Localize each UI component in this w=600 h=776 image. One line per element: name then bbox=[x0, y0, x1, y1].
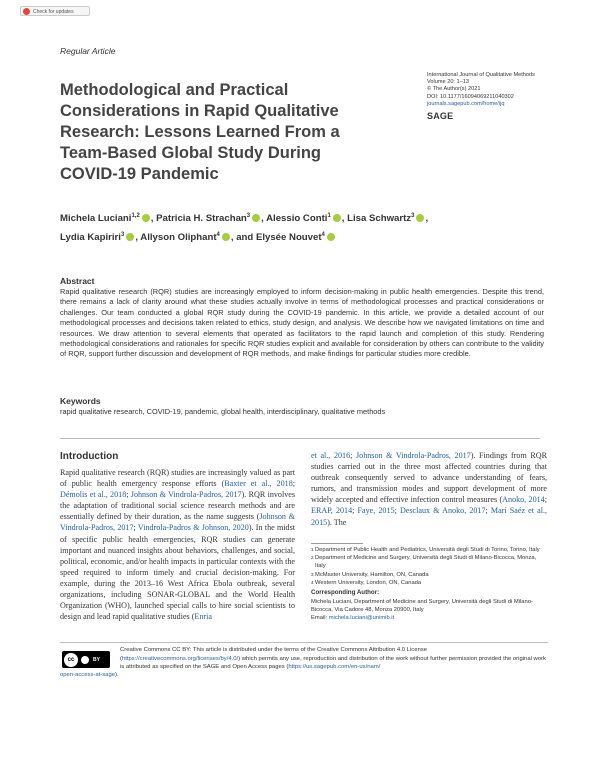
abstract-heading: Abstract bbox=[60, 276, 95, 286]
corresponding-author-heading: Corresponding Author: bbox=[311, 589, 380, 596]
author-affiliation-sup: 1,2 bbox=[131, 213, 140, 219]
affiliation-number: 3 bbox=[311, 571, 314, 577]
citation-link[interactable]: Johnson & Vindrola-Padros, 2017 bbox=[356, 451, 471, 460]
orcid-icon[interactable] bbox=[126, 233, 134, 241]
orcid-icon[interactable] bbox=[327, 233, 335, 241]
affiliations bbox=[311, 546, 547, 587]
license-tail bbox=[60, 671, 119, 680]
sage-logo: SAGE bbox=[427, 111, 454, 121]
citation-link[interactable]: Démolis et al., 2018 bbox=[60, 490, 127, 500]
author-name: Allyson Oliphant bbox=[140, 232, 217, 244]
author-name: Lydia Kapiriri bbox=[60, 232, 121, 244]
author-name: Lisa Schwartz bbox=[347, 213, 412, 225]
journal-copyright: © The Author(s) 2021 bbox=[427, 86, 481, 93]
keywords-heading: Keywords bbox=[60, 396, 101, 406]
author-affiliation-sup: 4 bbox=[321, 232, 325, 239]
body-text: ; bbox=[126, 490, 131, 500]
section-divider bbox=[60, 438, 540, 439]
citation-link[interactable]: Enria bbox=[194, 612, 212, 622]
orcid-icon[interactable] bbox=[333, 214, 341, 222]
body-text: ; bbox=[292, 479, 295, 489]
journal-info bbox=[427, 72, 567, 108]
citation-link[interactable]: Marí Saéz et al., 2015 bbox=[311, 506, 548, 527]
author-list: Michela Luciani$^{1,2}$ , Patricia H. Strachan$^3$ , Alessio Conti$^1$ , Lisa Schwartz$^3$ , Lydia Kapiriri$^3$ , Allyson Oliphant$^4$ , and Elysée Nouvet$^4$ bbox=[60, 213, 429, 244]
body-text: ). The bbox=[327, 517, 347, 527]
affiliation-text: McMaster University, Hamilton, ON, Canada bbox=[315, 571, 429, 578]
introduction-paragraph-continued bbox=[311, 450, 547, 528]
corresponding-author bbox=[311, 598, 547, 623]
citation-link[interactable]: Anoko, 2014 bbox=[502, 495, 545, 505]
affiliation-item bbox=[311, 554, 547, 570]
citation-link[interactable]: Desclaux & Anoko, 2017 bbox=[399, 506, 486, 516]
cc-icon: cc bbox=[64, 653, 78, 667]
sage-open-access-link[interactable]: https://us.sagepub.com/en-us/nam/ bbox=[288, 664, 381, 671]
abstract-text: Rapid qualitative research (RQR) studies are increasingly employed to inform decision-making in public health emergencies. Despite this trend, there remains a lack of clarity around what these studies actually involve in terms of methodological processes and practical considerations or challenges. Our team conducted a global RQR study during the COVID-19 pandemic. In this article, we provide a detailed account of our methodological processes and decisions taken related to ethics, study design, and analysis. We describe how we navigated limitations on time and resources. We draw attention to several elements that operated as facilitators to the rapid launch and completion of this study. Rendering methodological considerations and rationales for specific RQR studies explicit and available for consideration by others can contribute to the validity of RQR, support further discussion and development of RQR methods, and make findings for particular studies more credible. bbox=[60, 287, 544, 359]
corresponding-author-email-row bbox=[311, 614, 547, 622]
author-name: Alessio Conti bbox=[266, 213, 328, 225]
citation-link[interactable]: Johnson & Vindrola-Padros, 2017 bbox=[130, 490, 242, 500]
citation-link[interactable]: et al., 2016 bbox=[311, 451, 351, 460]
citation-link[interactable]: Johnson & Vindrola-Padros, 2017 bbox=[60, 512, 295, 533]
affiliation-item bbox=[311, 546, 547, 554]
author-affiliation-sup: 3 bbox=[246, 213, 251, 219]
affiliation-text: Western University, London, ON, Canada bbox=[315, 579, 422, 586]
introduction-heading: Introduction bbox=[60, 451, 119, 462]
author-affiliation-sup: 4 bbox=[216, 232, 220, 239]
body-text: ). Findings from RQR studies carried out in the three most affected countries during that outbreak consequently served to advance understanding of fears, rumors, and transmission modes and support development of more widely accepted and effective infection control measures ( bbox=[311, 451, 547, 505]
license-text bbox=[120, 646, 548, 672]
keywords-text: rapid qualitative research, COVID-19, pandemic, global health, interdisciplinary, qualitative methods bbox=[60, 407, 386, 416]
body-text: ; bbox=[133, 523, 138, 533]
email-label: Email: bbox=[311, 615, 329, 622]
affiliation-text: Department of Medicine and Surgery, Università degli Studi di Milano-Bicocca, Monza, Italy bbox=[314, 555, 537, 570]
body-text: ). In the midst of specific public health emergencies, RQR studies can generate important and nuanced insights about behaviors, challenges, and social, political, economic, and/or health impacts in particular contexts with the speed required to inform timely and crucial decision-making. For example, during the 2013–16 West Africa Ebola outbreak, several organizations, including SONAR-GLOBAL and the World Health Organization (WHO), launched special calls to hire social scientists to design and lead rapid qualitative studies ( bbox=[60, 523, 295, 622]
citation-link[interactable]: Baxter et al., 2018 bbox=[224, 479, 293, 489]
citation-link[interactable]: Faye, 2015 bbox=[357, 506, 395, 516]
body-text: ). RQR involves the adaptation of traditional social science research methods and are essentially defined by their duration, as the name suggests ( bbox=[60, 490, 295, 522]
author-affiliation-sup: 1 bbox=[327, 213, 331, 219]
corresponding-author-address: Michela Luciani, Department of Medicine and Surgery, Università degli Studi di Milano-Bicocca, Via Cadore 48, Monza 20900, Italy bbox=[311, 599, 533, 614]
author-name: Michela Luciani bbox=[60, 213, 132, 225]
orcid-icon[interactable] bbox=[222, 233, 230, 241]
crossmark-icon bbox=[23, 8, 30, 15]
check-for-updates-badge[interactable] bbox=[20, 6, 90, 16]
orcid-icon[interactable] bbox=[416, 214, 424, 222]
affiliation-number: 4 bbox=[311, 579, 314, 585]
author-name: Elysée Nouvet bbox=[255, 232, 322, 244]
affiliation-text: Department of Public Health and Pediatrics, Università degli Studi di Torino, Torino, Italy bbox=[315, 547, 540, 553]
body-text: ; bbox=[485, 506, 491, 516]
body-text: Rapid qualitative research (RQR) studies are increasingly valued as part of public health emergency response efforts ( bbox=[60, 468, 295, 489]
check-for-updates-label: Check for updates bbox=[33, 9, 74, 15]
author-affiliation-sup: 3 bbox=[411, 213, 415, 219]
attribution-person-icon bbox=[81, 656, 89, 664]
body-text: ; bbox=[350, 451, 356, 460]
journal-volume: Volume 20: 1–13 bbox=[427, 79, 469, 86]
footnote-divider bbox=[311, 543, 363, 544]
journal-doi: DOI: 10.1177/16094069211040302 bbox=[427, 93, 514, 100]
affiliation-number: 1 bbox=[311, 547, 314, 552]
cc-by-label: BY bbox=[93, 656, 100, 663]
affiliation-item bbox=[311, 571, 547, 579]
affiliation-number: 2 bbox=[311, 555, 314, 561]
citation-link[interactable]: Vindrola-Padros & Johnson, 2020 bbox=[137, 523, 249, 533]
license-url-link[interactable]: https://creativecommons.org/licenses/by/4.0/ bbox=[121, 655, 239, 662]
license-body: ) which permits any use, reproduction and distribution of the work without further permission provided the original work is attributed as specified on the SAGE and Open Access pages ( bbox=[120, 655, 546, 671]
article-title: Methodological and Practical Considerations in Rapid Qualitative Research: Lessons Learned From a Team-Based Global Study During COVID-19 Pandemic bbox=[60, 81, 340, 183]
sage-open-access-link-cont[interactable]: open-access-at-sage bbox=[60, 672, 116, 678]
introduction-paragraph bbox=[60, 467, 295, 622]
license-body: Creative Commons CC BY: This article is distributed under the terms of the Creative Commons Attribution 4.0 License ( bbox=[120, 647, 427, 662]
orcid-icon[interactable] bbox=[252, 214, 260, 222]
body-text: ; bbox=[544, 495, 547, 505]
body-text: ; bbox=[352, 506, 358, 516]
article-type: Regular Article bbox=[60, 46, 116, 56]
citation-link[interactable]: ERAP, 2014 bbox=[311, 506, 353, 516]
author-name: Patricia H. Strachan bbox=[156, 213, 247, 225]
journal-url-link[interactable]: journals.sagepub.com/home/ijq bbox=[427, 100, 505, 107]
affiliation-item bbox=[311, 579, 547, 587]
body-text: ; bbox=[394, 506, 400, 516]
email-link[interactable]: michela.luciani@unimib.it bbox=[328, 615, 395, 622]
orcid-icon[interactable] bbox=[142, 214, 150, 222]
license-body: ). bbox=[115, 672, 119, 678]
creative-commons-logo bbox=[62, 651, 110, 668]
journal-name: International Journal of Qualitative Methods bbox=[427, 72, 535, 78]
author-affiliation-sup: 3 bbox=[120, 232, 125, 239]
